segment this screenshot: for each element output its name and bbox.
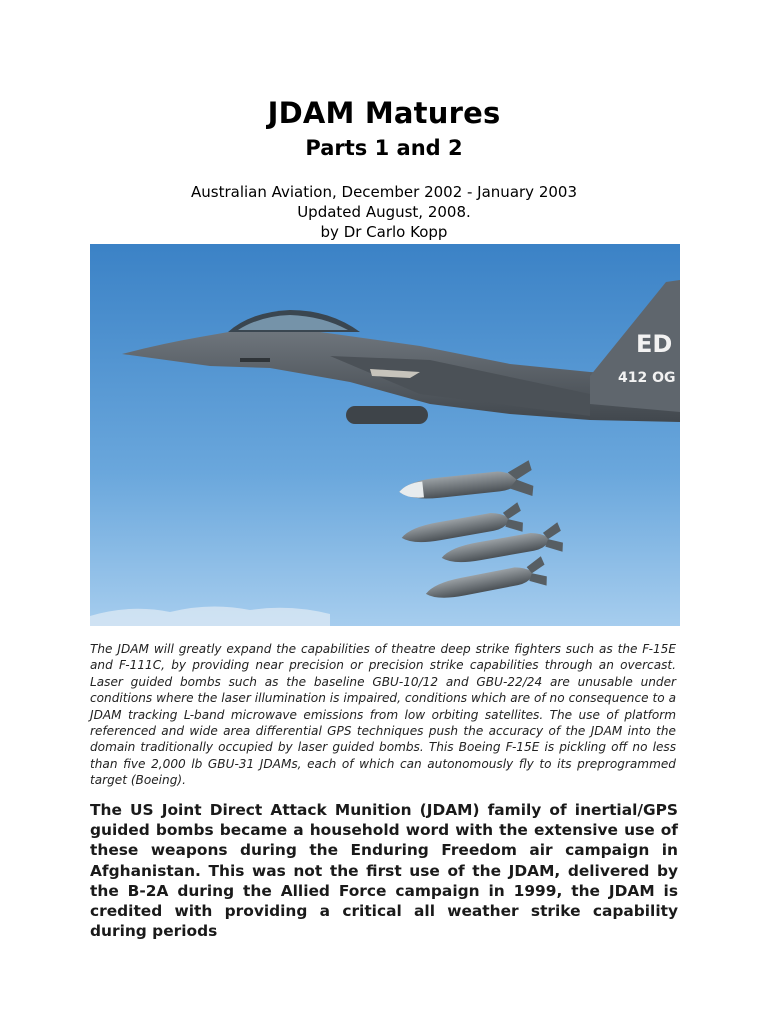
photo-caption: The JDAM will greatly expand the capabilities of theatre deep strike fighters such as the F-15E and F-111C, by providing near precision or precision strike capabilities through an overcast. Laser guided bombs such as the baseline GBU-10/12 and GBU-22/24 are unusable under conditions where the laser illumination is impaired, conditions which are of no consequence to a JDAM tracking L-band microwave emissions from low orbiting satellites. The use of platform referenced and wide area differential GPS techniques push the accuracy of the JDAM into the domain traditionally occupied by laser guided bombs. This Boeing F-15E is pickling off no less than five 2,000 lb GBU-31 JDAMs, each of which can autonomously fly to its preprogrammed target (Boeing). <box>90 642 676 788</box>
publication-line: Australian Aviation, December 2002 - January 2003 <box>191 183 577 201</box>
article-meta <box>0 182 768 242</box>
byline: by Dr Carlo Kopp <box>320 223 448 241</box>
tail-code: ED <box>636 330 673 358</box>
updated-line: Updated August, 2008. <box>297 203 471 221</box>
f15e-jdam-photo <box>90 244 680 626</box>
article-title: JDAM Matures <box>267 96 501 130</box>
tail-number: 412 OG <box>618 370 676 386</box>
cloud-layer <box>90 606 330 626</box>
article-subtitle: Parts 1 and 2 <box>305 136 463 160</box>
article-body: The US Joint Direct Attack Munition (JDAM) family of inertial/GPS guided bombs became a household word with the extensive use of these weapons during the Enduring Freedom air campaign in Afghanistan. This was not the first use of the JDAM, delivered by the B-2A during the Allied Force campaign in 1999, the JDAM is credited with providing a critical all weather strike capability during periods <box>90 801 678 941</box>
sky-background <box>90 244 680 626</box>
